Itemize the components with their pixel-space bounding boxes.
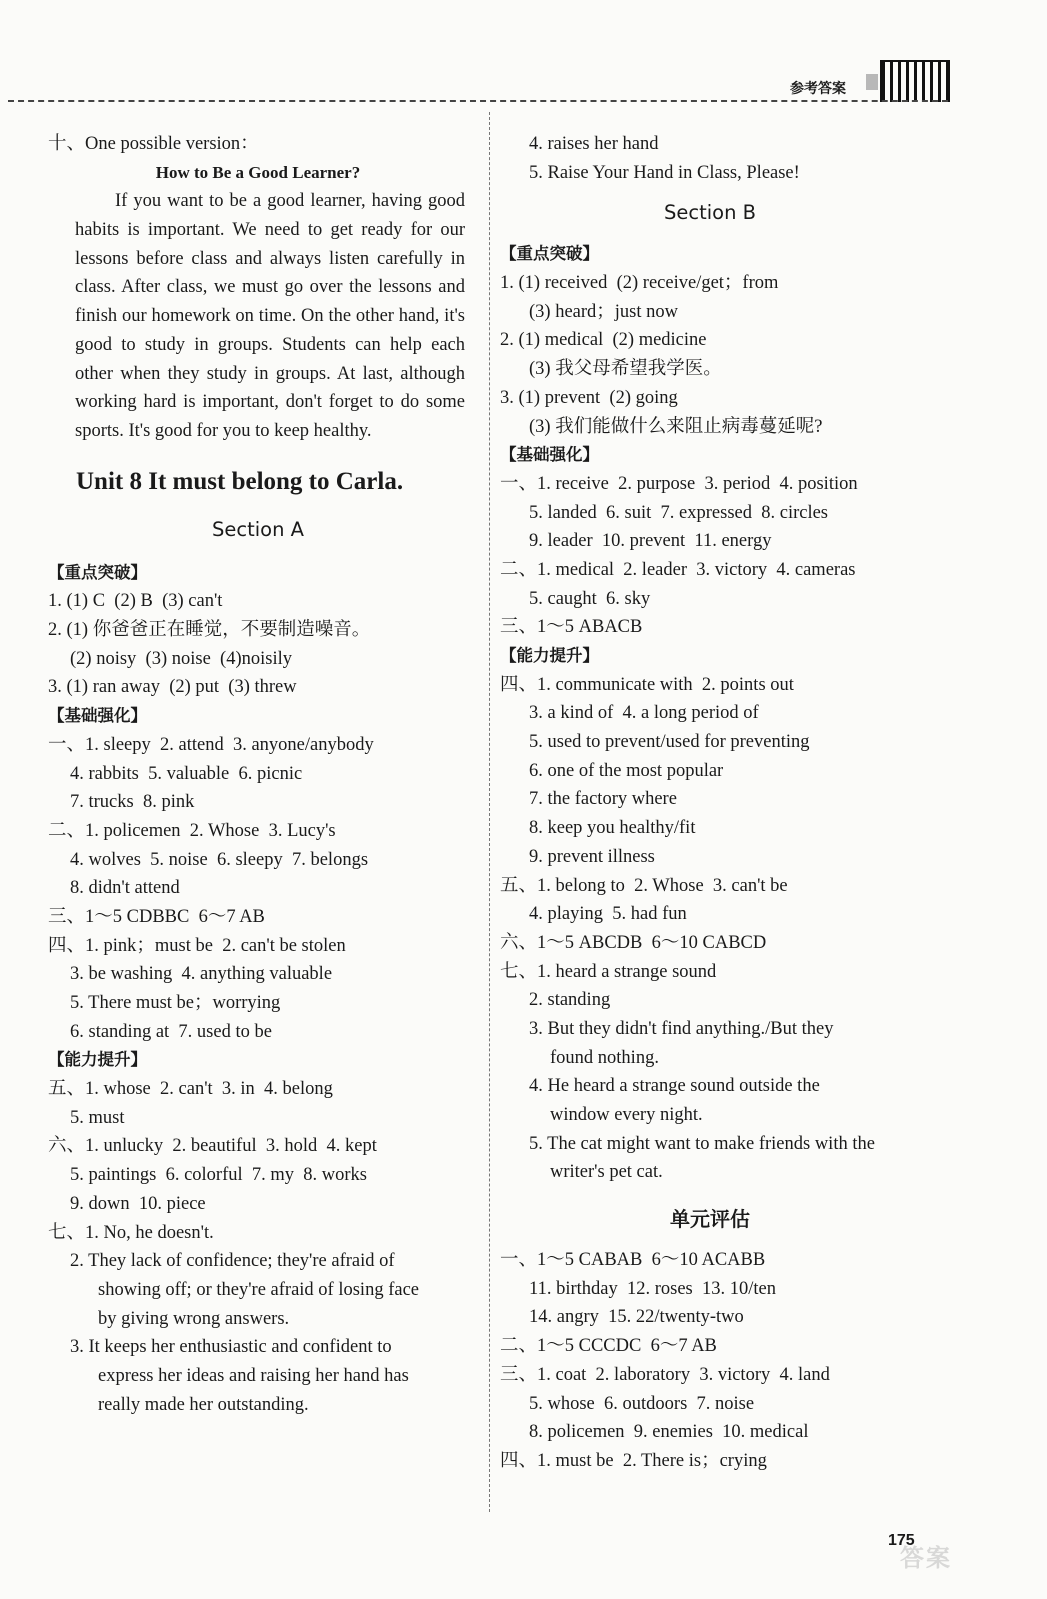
- answer-line: 四、1. communicate with 2. points out: [500, 674, 794, 695]
- answer-line: 8. didn't attend: [70, 878, 180, 899]
- right-column: [500, 130, 930, 1476]
- answer-line: 七、1. No, he doesn't.: [48, 1222, 214, 1243]
- header-block: [866, 74, 878, 90]
- answer-line: 1. (1) received (2) receive/get；from: [500, 273, 779, 294]
- header-rule: [8, 100, 948, 102]
- page-number: 175: [888, 1532, 915, 1549]
- answer-line: 二、1～5 CCCDC 6～7 AB: [500, 1336, 717, 1357]
- answer-line: 2. (1) 你爸爸正在睡觉，不要制造噪音。: [48, 620, 371, 641]
- answer-line: 4. rabbits 5. valuable 6. picnic: [70, 763, 303, 784]
- category-basic: 【基础强化】: [48, 706, 147, 726]
- answer-line: 3. be washing 4. anything valuable: [70, 964, 333, 985]
- answer-line: 四、1. must be 2. There is；crying: [500, 1450, 767, 1471]
- answer-line: 8. policemen 9. enemies 10. medical: [529, 1422, 809, 1443]
- answer-line: 六、1. unlucky 2. beautiful 3. hold 4. kept: [48, 1136, 377, 1157]
- answer-line: 7. trucks 8. pink: [70, 792, 195, 813]
- answer-line: 6. one of the most popular: [529, 760, 724, 781]
- column-divider: [489, 112, 490, 1512]
- category-ability: 【能力提升】: [48, 1050, 147, 1070]
- answer-line: 8. keep you healthy/fit: [529, 818, 696, 839]
- answer-line: 六、1～5 ABCDB 6～10 CABCD: [500, 932, 767, 953]
- section-a-title: Section A: [212, 517, 304, 541]
- page-header: [0, 60, 1047, 112]
- answer-line: 5. must: [70, 1107, 125, 1128]
- answer-line: 14. angry 15. 22/twenty-two: [529, 1307, 744, 1328]
- unit-title: Unit 8 It must belong to Carla.: [76, 467, 404, 495]
- answer-line: 6. standing at 7. used to be: [70, 1021, 272, 1042]
- answer-line: 2. They lack of confidence; they're afraid of: [70, 1251, 395, 1272]
- answer-line: 3. a kind of 4. a long period of: [529, 703, 759, 724]
- category-key-points: 【重点突破】: [48, 562, 147, 582]
- left-column: [48, 130, 468, 1419]
- answer-line: 5. There must be；worrying: [70, 993, 281, 1014]
- answer-line: 五、1. belong to 2. Whose 3. can't be: [500, 875, 788, 896]
- category-ability: 【能力提升】: [500, 646, 599, 665]
- answer-line: really made her outstanding.: [98, 1394, 309, 1415]
- answer-line: 3. But they didn't find anything./But they: [529, 1018, 834, 1039]
- answer-line: 5. used to prevent/used for preventing: [529, 732, 810, 753]
- answer-line: 4. wolves 5. noise 6. sleepy 7. belongs: [70, 849, 369, 870]
- unit-evaluation-title: 单元评估: [670, 1207, 750, 1232]
- answer-line: by giving wrong answers.: [98, 1308, 290, 1329]
- answer-line: 5. caught 6. sky: [529, 588, 651, 609]
- answer-line: 一、1～5 CABAB 6～10 ACABB: [500, 1250, 766, 1271]
- answer-line: 5. whose 6. outdoors 7. noise: [529, 1393, 755, 1414]
- answer-line: writer's pet cat.: [550, 1162, 663, 1183]
- answer-line: 1. (1) C (2) B (3) can't: [48, 591, 223, 612]
- answer-line: 2. (1) medical (2) medicine: [500, 330, 707, 351]
- answer-line: 二、1. policemen 2. Whose 3. Lucy's: [48, 820, 336, 841]
- answer-line: 七、1. heard a strange sound: [500, 961, 717, 982]
- answer-line: 二、1. medical 2. leader 3. victory 4. cameras: [500, 559, 856, 580]
- answer-line: (3) heard；just now: [529, 301, 678, 322]
- answer-line: 3. It keeps her enthusiastic and confident to: [70, 1337, 392, 1358]
- answer-line: 4. raises her hand: [529, 134, 659, 154]
- answer-line: 5. Raise Your Hand in Class, Please!: [529, 162, 800, 183]
- section-b-title: Section B: [663, 201, 757, 225]
- answer-line: 11. birthday 12. roses 13. 10/ten: [529, 1278, 776, 1299]
- answer-line: 四、1. pink；must be 2. can't be stolen: [48, 935, 346, 956]
- answer-line: 3. (1) prevent (2) going: [500, 387, 678, 408]
- answer-line: 2. standing: [529, 990, 611, 1011]
- answer-line: 9. down 10. piece: [70, 1193, 206, 1214]
- answer-line: 三、1～5 ABACB: [500, 617, 643, 638]
- answer-line: window every night.: [550, 1105, 703, 1125]
- answer-line: 7. the factory where: [529, 789, 677, 810]
- answer-line: 5. landed 6. suit 7. expressed 8. circles: [529, 502, 829, 523]
- answer-line: showing off; or they're afraid of losing face: [98, 1279, 419, 1300]
- answer-line: found nothing.: [550, 1047, 659, 1068]
- answer-line: 五、1. whose 2. can't 3. in 4. belong: [48, 1079, 333, 1100]
- watermark-logo: 答案: [900, 1544, 952, 1572]
- category-basic: 【基础强化】: [500, 445, 599, 465]
- answer-line: 5. paintings 6. colorful 7. my 8. works: [70, 1165, 368, 1186]
- category-key-points: 【重点突破】: [500, 244, 599, 264]
- answer-line: 一、1. receive 2. purpose 3. period 4. position: [500, 473, 858, 494]
- answer-line: (3) 我们能做什么来阻止病毒蔓延呢?: [529, 416, 823, 437]
- answer-line: 4. playing 5. had fun: [529, 904, 687, 925]
- answer-line: 三、1～5 CDBBC 6～7 AB: [48, 906, 265, 927]
- answer-line: 5. The cat might want to make friends with the: [529, 1133, 875, 1154]
- answer-line: 一、1. sleepy 2. attend 3. anyone/anybody: [48, 734, 374, 755]
- essay-body: If you want to be a good learner, having good habits is important. We need to get ready for our lessons before class and always listen carefully in class. After class, we must go over the lessons and finish our homework on time. On the other hand, it's good to study in groups. Students can help each other when they study in groups. At last, although working hard is important, don't forget to do some sports. It's good for you to keep healthy.: [75, 191, 465, 441]
- answer-line: 9. leader 10. prevent 11. energy: [529, 531, 772, 552]
- header-label: 参考答案: [790, 81, 846, 97]
- answer-line: 三、1. coat 2. laboratory 3. victory 4. land: [500, 1364, 830, 1385]
- answer-line: express her ideas and raising her hand has: [98, 1365, 409, 1386]
- essay-intro: 十、One possible version：: [48, 134, 259, 154]
- answer-line: 3. (1) ran away (2) put (3) threw: [48, 677, 297, 698]
- answer-line: 4. He heard a strange sound outside the: [529, 1076, 820, 1097]
- header-logo-icon: [880, 60, 950, 102]
- essay-title: How to Be a Good Learner?: [155, 162, 361, 182]
- answer-line: 9. prevent illness: [529, 846, 655, 867]
- answer-line: (3) 我父母希望我学医。: [529, 359, 722, 380]
- answer-line: (2) noisy (3) noise (4)noisily: [70, 648, 292, 669]
